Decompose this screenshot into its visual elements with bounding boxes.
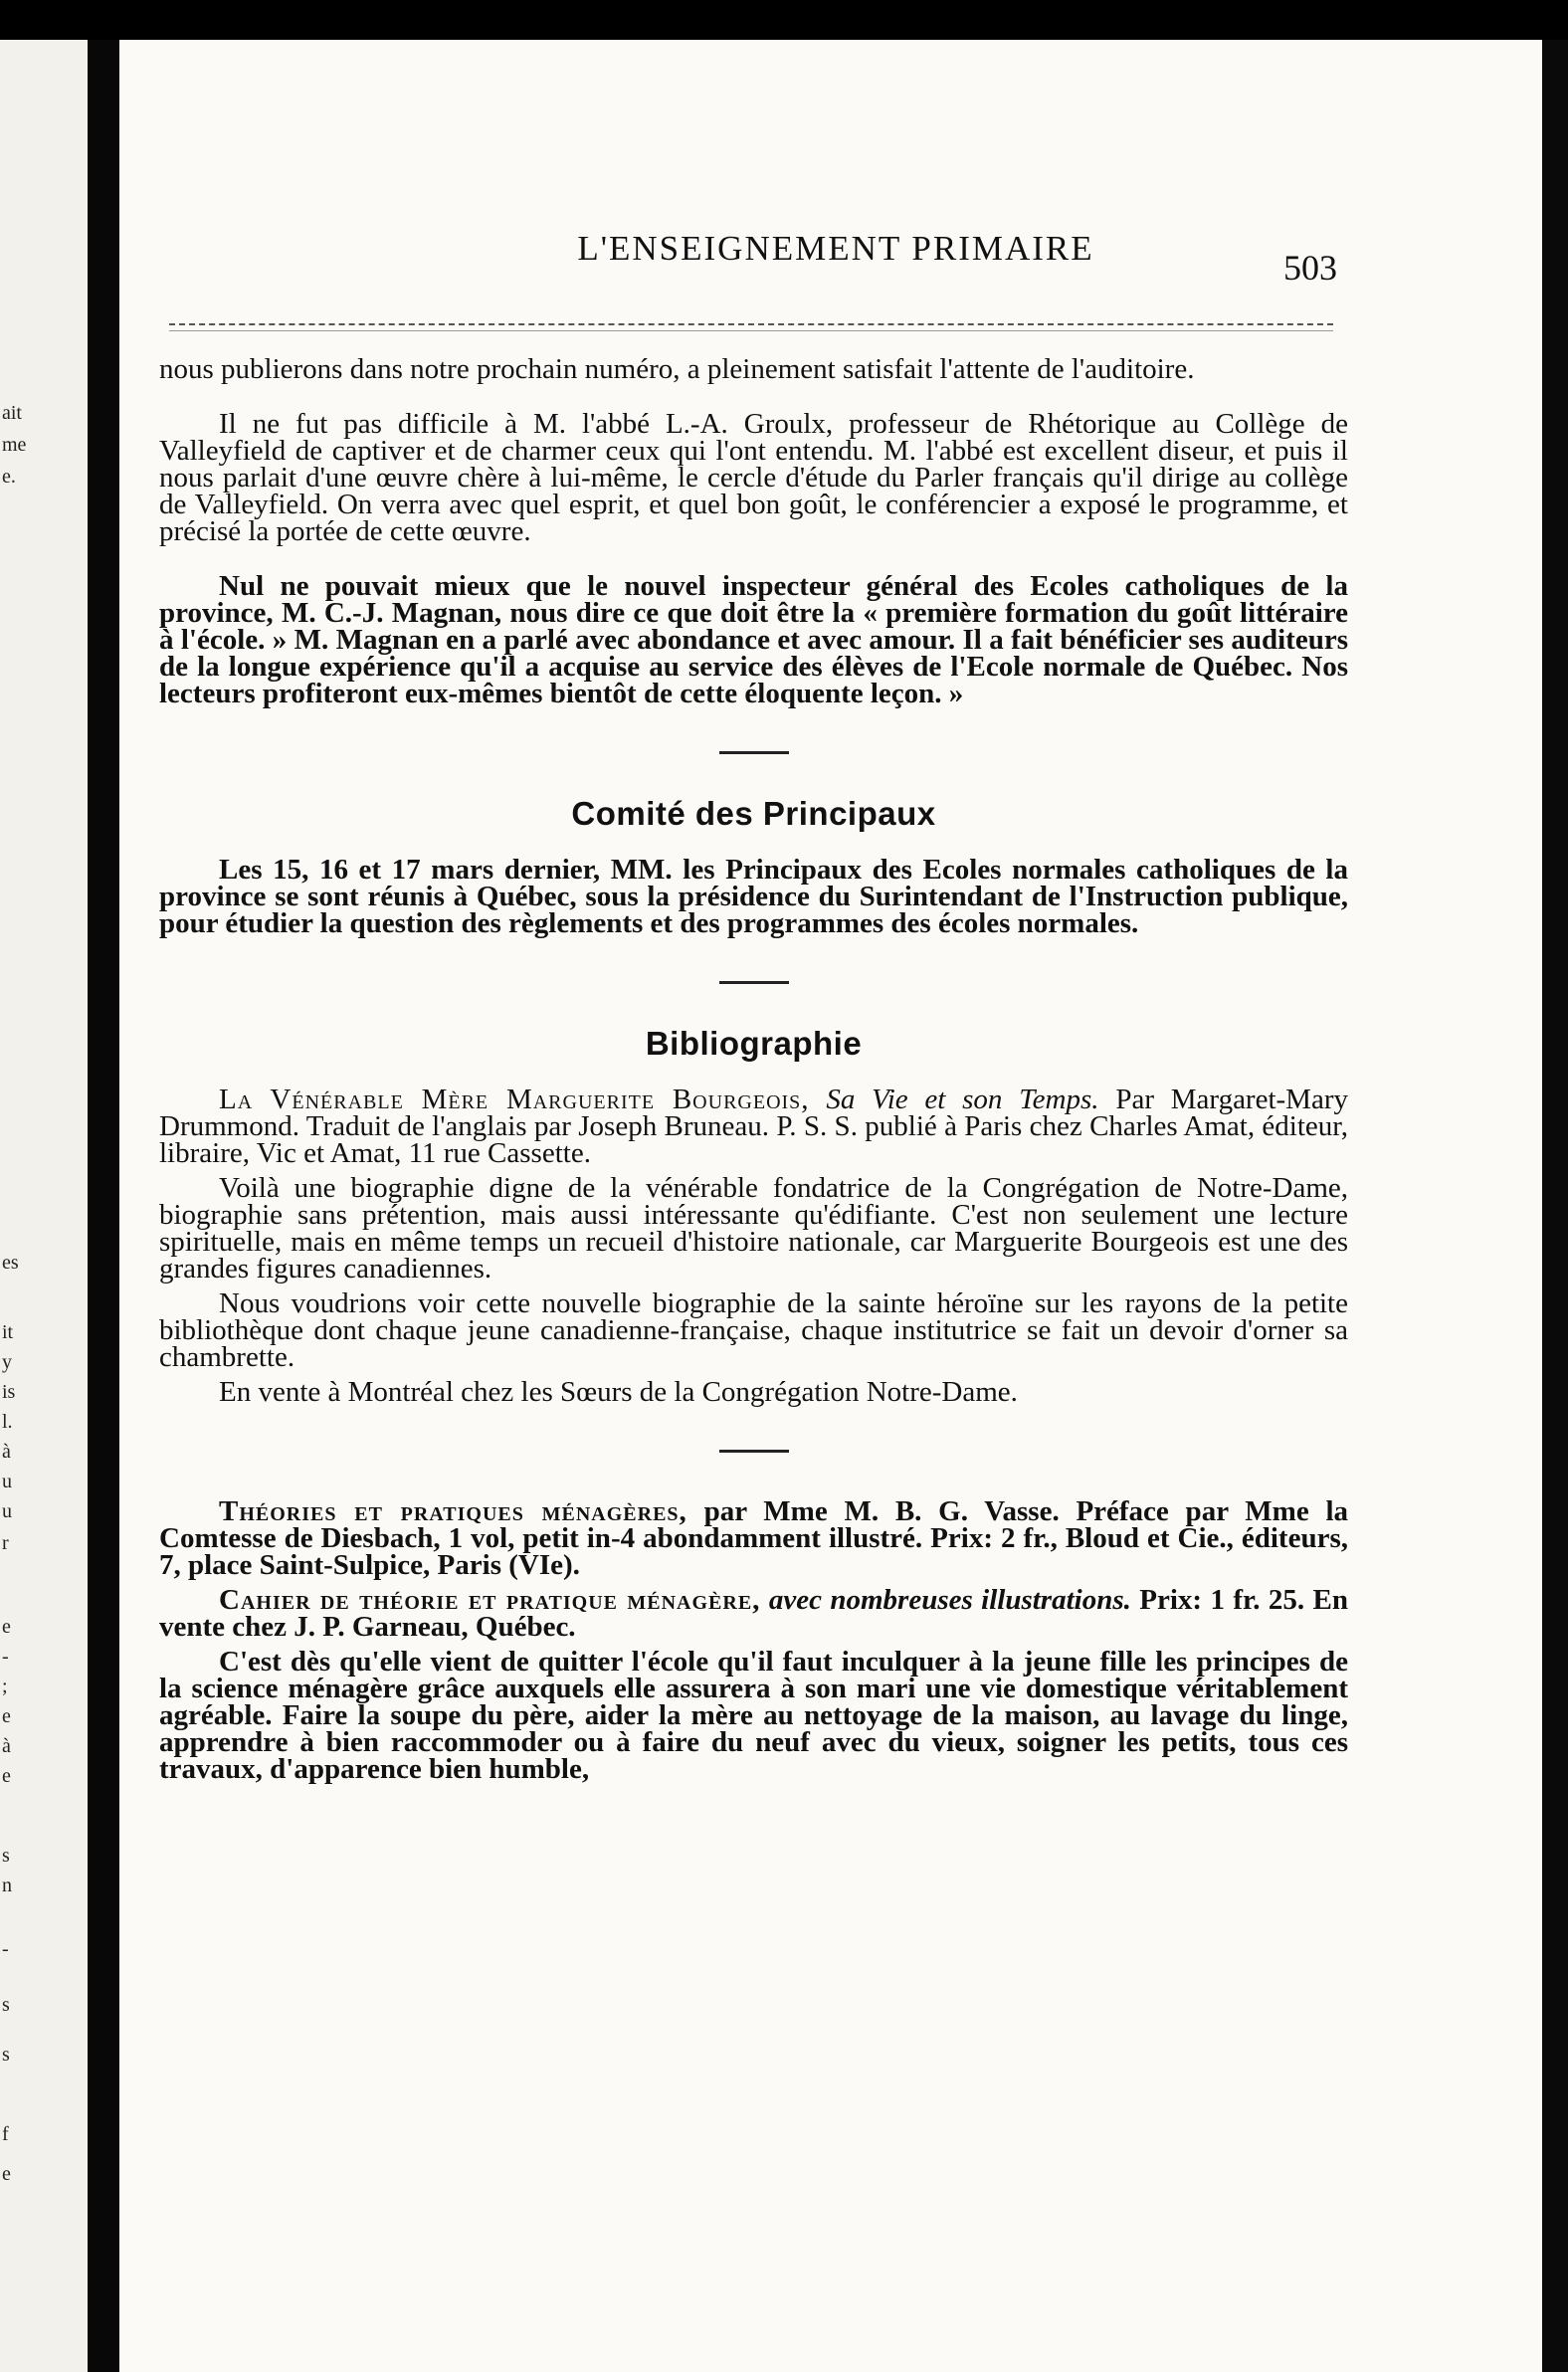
- facing-page-fragment: me: [2, 434, 27, 456]
- facing-page-fragment: ;: [2, 1676, 8, 1697]
- facing-page-fragment: s: [2, 1994, 10, 2016]
- facing-page-fragment: s: [2, 1845, 10, 1867]
- facing-page-fragment: s: [2, 2044, 10, 2066]
- facing-page-fragment: e: [2, 1616, 11, 1638]
- section-title-comite: Comité des Principaux: [571, 795, 936, 832]
- body-paragraph: Les 15, 16 et 17 mars dernier, MM. les Principaux des Ecoles normales catholiques de la province se sont réunis à Québec, sous la présidence du Surintendant de l'Instruction publique, pour étudier la question des règlements et des programmes des écoles normales.: [159, 854, 1348, 939]
- facing-page-fragment: e: [2, 1765, 11, 1787]
- facing-page-fragment: u: [2, 1471, 12, 1492]
- facing-page-fragment: f: [2, 2123, 9, 2145]
- facing-page-fragment: r: [2, 1532, 9, 1554]
- section-separator: [719, 981, 789, 984]
- facing-page-fragment: à: [2, 1735, 11, 1757]
- body-paragraph: Nul ne pouvait mieux que le nouvel inspecteur général des Ecoles catholiques de la province, M. C.-J. Magnan, nous dire ce que doit être la « première formation du goût littéraire à l'école. » M. Magnan en a parlé avec abondance et avec amour. Il a fait bénéficier ses auditeurs de la longue expérience qu'il a acquise au service des élèves de l'Ecole normale de Québec. Nos lecteurs profiteront eux-mêmes bientôt de cette éloquente leçon. »: [159, 570, 1348, 709]
- facing-page-fragment: -: [2, 1646, 9, 1668]
- page: [119, 40, 1542, 2372]
- body-paragraph: C'est dès qu'elle vient de quitter l'école qu'il faut inculquer à la jeune fille les principes de la science ménagère grâce auxquels elle assurera à son mari une vie domestique véritablement agréable. Faire la soupe du père, aider la mère au nettoyage de la maison, au lavage du linge, apprendre à bien raccommoder ou à faire du neuf avec du vieux, soigner les petits, tous ces travaux, d'apparence bien humble,: [159, 1646, 1348, 1785]
- facing-page-fragment: e.: [2, 466, 16, 488]
- facing-page-fragment: it: [2, 1321, 14, 1343]
- entry-title: Théories et pratiques ménagères,: [219, 1495, 687, 1527]
- facing-page-fragment: es: [2, 1252, 19, 1274]
- entry-details: par Mme M. B. G. Vasse. Préface par Mme la Comtesse de Diesbach, 1 vol, petit in-4 abondamment illustré. Prix: 2 fr., Bloud et Cie., éditeurs, 7, place Saint-Sulpice, Paris (VIe).: [159, 1495, 1349, 1581]
- facing-page-fragment: e: [2, 1705, 11, 1727]
- bibliography-entry: [159, 1495, 1349, 1581]
- book-gutter: [88, 40, 119, 2372]
- bibliography-entry: [159, 1084, 1348, 1169]
- body-paragraph: Nous voudrions voir cette nouvelle biographie de la sainte héroïne sur les rayons de la petite bibliothèque dont chaque jeune canadienne-française, chaque institutrice se fait un devoir d'orner sa chambrette.: [159, 1287, 1348, 1373]
- facing-page-fragment: ait: [2, 402, 22, 424]
- section-separator: [719, 1450, 789, 1453]
- facing-page-fragment: n: [2, 1875, 12, 1896]
- running-title: L'ENSEIGNEMENT PRIMAIRE: [577, 229, 1094, 268]
- header-rule-secondary: [169, 330, 1333, 331]
- body-paragraph: Il ne fut pas difficile à M. l'abbé L.-A. Groulx, professeur de Rhétorique au Collège de Valleyfield de captiver et de charmer ceux qui l'ont entendu. M. l'abbé est excellent diseur, et puis il nous parlait d'une œuvre chère à lui-même, le cercle d'étude du Parler français qu'il dirige au collège de Valleyfield. On verra avec quel esprit, et quel bon goût, le conférencier a exposé le programme, et précisé la portée de cette œuvre.: [159, 408, 1348, 547]
- section-title-bibliographie: Bibliographie: [645, 1025, 863, 1062]
- facing-page-fragment: is: [2, 1381, 16, 1403]
- header-rule: [169, 323, 1333, 325]
- facing-page-fragment: l.: [2, 1411, 13, 1433]
- scan-border-right: [1542, 40, 1568, 2372]
- facing-page-fragment: à: [2, 1441, 11, 1463]
- body-paragraph: En vente à Montréal chez les Sœurs de la Congrégation Notre-Dame.: [219, 1376, 1018, 1408]
- page-number: 503: [1283, 248, 1337, 288]
- bibliography-entry: [159, 1584, 1349, 1643]
- entry-subtitle: Sa Vie et son Temps.: [826, 1084, 1099, 1115]
- facing-page-fragment: u: [2, 1500, 12, 1522]
- entry-details: Par Margaret-Mary Drummond. Traduit de l'anglais par Joseph Bruneau. P. S. S. publié à Paris chez Charles Amat, éditeur, libraire, Vic et Amat, 11 rue Cassette.: [159, 1084, 1348, 1169]
- facing-page-fragment: y: [2, 1351, 12, 1373]
- section-separator: [719, 751, 789, 754]
- entry-title: Cahier de théorie et pratique ménagère,: [219, 1584, 761, 1616]
- body-paragraph: nous publierons dans notre prochain numéro, a pleinement satisfait l'attente de l'auditoire.: [159, 353, 1195, 385]
- body-paragraph: Voilà une biographie digne de la vénérable fondatrice de la Congrégation de Notre-Dame, biographie sans prétention, mais aussi intéressante qu'édifiante. C'est non seulement une lecture spirituelle, mais en même temps un recueil d'histoire nationale, car Marguerite Bourgeois est une des grandes figures canadiennes.: [159, 1172, 1348, 1285]
- entry-subtitle: avec nombreuses illustrations.: [768, 1584, 1131, 1616]
- facing-page-fragment: -: [2, 1938, 9, 1960]
- page-content: [159, 353, 1349, 1791]
- facing-page-margin: [0, 40, 88, 2372]
- entry-details: Prix: 1 fr. 25. En vente chez J. P. Garneau, Québec.: [159, 1584, 1349, 1643]
- facing-page-fragment: e: [2, 2163, 11, 2185]
- scan-border-top: [0, 0, 1568, 40]
- entry-title: La Vénérable Mère Marguerite Bourgeois,: [219, 1084, 810, 1115]
